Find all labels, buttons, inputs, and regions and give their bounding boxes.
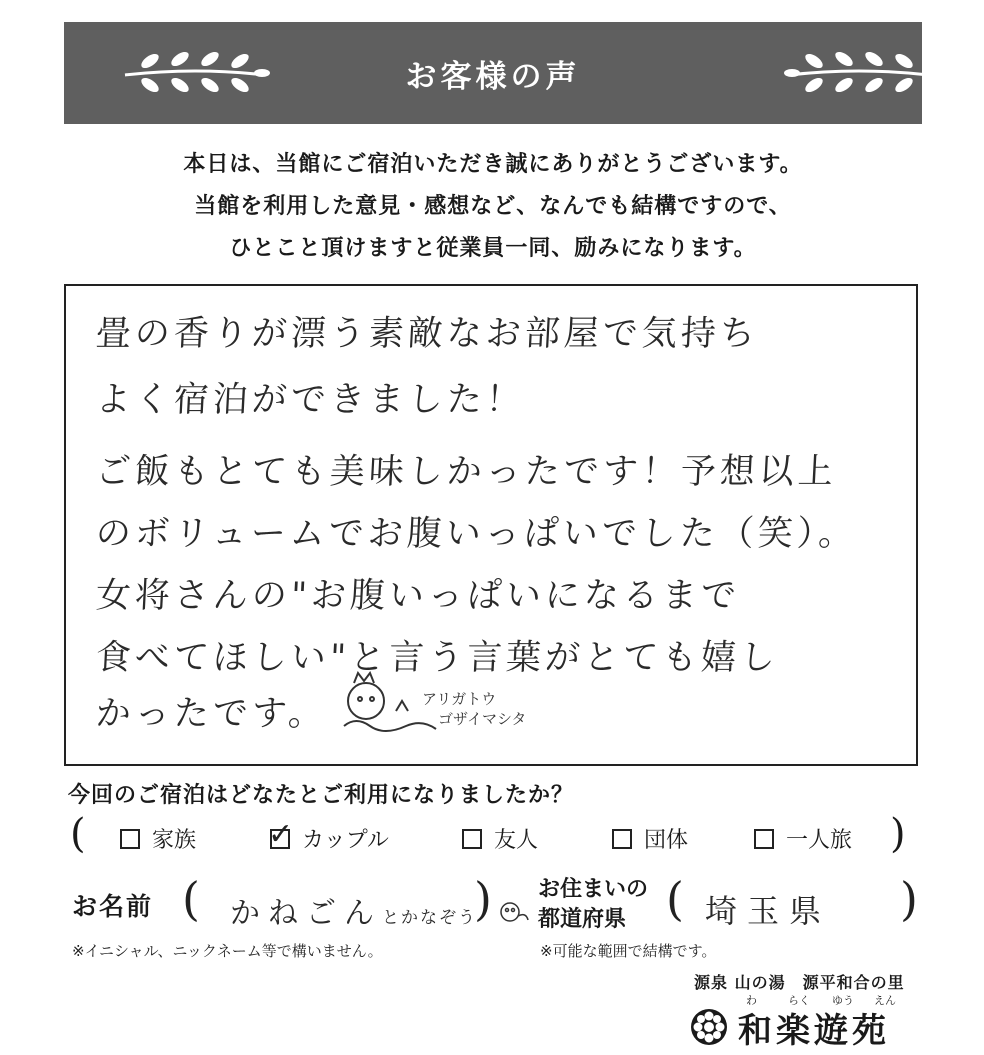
brand-name: 和楽遊苑 (738, 1011, 890, 1051)
laurel-right-icon (784, 45, 934, 100)
intro-line: 本日は、当館にご宿泊いただき誠にありがとうございます。 (183, 152, 803, 177)
name-note: ※イニシャル、ニックネーム等で構いません。 (72, 942, 383, 960)
option-group[interactable] (612, 823, 688, 854)
small-doodle-icon (496, 898, 532, 928)
name-label: お名前 (72, 892, 154, 921)
checkmark-icon: ✓ (268, 816, 294, 852)
page-title: お客様の声 (405, 58, 581, 95)
brand-ruby: らく (788, 994, 810, 1007)
name-field[interactable] (230, 888, 477, 932)
laurel-left-icon (120, 45, 270, 100)
family-crest-icon (690, 1008, 728, 1046)
comment-line: のボリュームでお腹いっぱいでした（笑）。 (94, 514, 859, 554)
intro-line: ひとこと頂けますと従業員一同、励みになります。 (229, 236, 757, 261)
close-paren: ) (890, 811, 906, 857)
option-label: 家族 (152, 828, 197, 853)
comment-line: 女将さんの"お腹いっぱいになるまで (94, 576, 742, 616)
brand-ruby: ゆう (832, 994, 854, 1007)
close-paren: ) (900, 872, 918, 926)
name-value: かねごん (230, 896, 382, 931)
open-paren: ( (70, 811, 86, 857)
comment-line: よく宿泊ができました！ (94, 380, 526, 420)
intro-line: 当館を利用した意見・感想など、なんでも結構ですので、 (194, 194, 792, 219)
address-label-line: 都道府県 (538, 907, 627, 932)
address-label (538, 875, 648, 935)
name-value-small: とかなぞう (382, 908, 477, 928)
brand-ruby: わ (746, 994, 757, 1007)
checkbox[interactable] (120, 829, 140, 849)
option-label: カップル (302, 828, 389, 853)
option-label: 一人旅 (786, 828, 853, 853)
comment-line: かったです。 (94, 694, 329, 734)
open-paren: ( (666, 872, 684, 926)
address-label-line: お住まいの (538, 877, 649, 902)
comment-line: ご飯もとても美味しかったです！予想以上 (94, 452, 838, 492)
doodle-caption: ゴザイマシタ (438, 710, 527, 728)
option-solo[interactable] (754, 823, 852, 854)
brand-ruby: えん (874, 994, 896, 1007)
address-value: 埼玉県 (705, 892, 832, 930)
open-paren: ( (182, 872, 200, 926)
comment-line: 食べてほしい"と言う言葉がとても嬉し (94, 638, 781, 678)
address-field[interactable] (705, 886, 831, 932)
companion-question: 今回のご宿泊はどなたとご利用になりましたか？ (68, 783, 575, 808)
option-family[interactable] (120, 823, 196, 854)
option-friend[interactable] (462, 823, 538, 854)
option-label: 友人 (494, 828, 539, 853)
brand-subtitle: 源泉 山の湯 源平和合の里 (694, 973, 905, 992)
option-couple[interactable] (268, 816, 389, 854)
intro-text (64, 144, 922, 270)
close-paren: ) (474, 872, 492, 926)
checkbox[interactable] (612, 829, 632, 849)
checkbox[interactable] (268, 816, 294, 852)
companion-options (70, 811, 920, 863)
doodle-caption: アリガトウ (422, 690, 497, 708)
option-label: 団体 (644, 828, 689, 853)
comment-line: 畳の香りが漂う素敵なお部屋で気持ち (94, 314, 760, 354)
checkbox[interactable] (754, 829, 774, 849)
address-note: ※可能な範囲で結構です。 (540, 942, 717, 960)
comment-box[interactable] (64, 284, 918, 766)
checkbox[interactable] (462, 829, 482, 849)
